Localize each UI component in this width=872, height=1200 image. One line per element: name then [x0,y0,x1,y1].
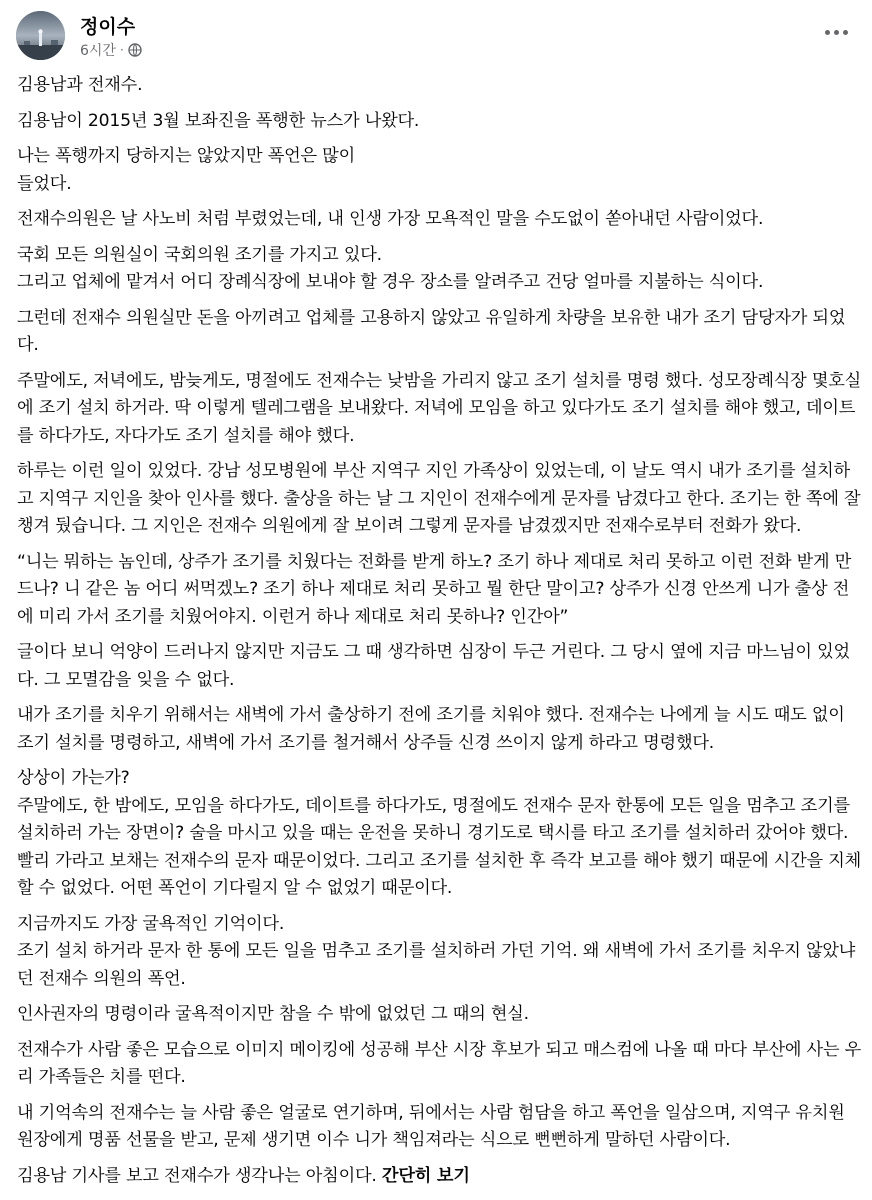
more-dot [834,30,839,35]
see-less-button[interactable]: 간단히 보기 [381,1165,470,1186]
more-dot [825,30,830,35]
more-options-icon[interactable] [822,22,850,42]
author-name[interactable]: 정이수 [80,16,136,38]
post-paragraph: 그런데 전재수 의원실만 돈을 아끼려고 업체를 고용하지 않았고 유일하게 차량을 보유한 내가 조기 담당자가 되었다. [17,307,846,355]
post-paragraph: 주말에도, 저녁에도, 밤늦게도, 명절에도 전재수는 낮밤을 가리지 않고 조기 설치를 명령 했다. 성모장례식장 몇호실에 조기 설치 하거라. 딱 이렇게 텔레그램을 보내왔다. 저녁에 모임을 하고 있다가도 조기 설치를 해야 했고, 데이트를 하다가도, 자다가도 조기 설치를 해야 했다. [17,370,862,446]
post-paragraph: 상상이 가는가? 주말에도, 한 밤에도, 모임을 하다가도, 데이트를 하다가도, 명절에도 전재수 문자 한통에 모든 일을 멈추고 조기를 설치하러 가는 장면이? 술을 마시고 있을 때는 운전을 못하니 경기도로 택시를 타고 조기를 설치하러 갔어야 했다. 빨리 가라고 보채는 전재수의 문자 때문이었다. 그리고 조기를 설치한 후 즉각 보고를 해야 했기 때문에 시간을 지체할 수 없었다. 어떤 폭언이 기다릴지 알 수 없었기 때문이다. [17,768,862,898]
globe-icon[interactable] [128,43,142,57]
meta-separator: · [119,43,124,57]
post-meta [80,40,142,60]
post-paragraph: 국회 모든 의원실이 국회의원 조기를 가지고 있다. 그리고 업체에 맡겨서 어디 장례식장에 보내야 할 경우 장소를 알려주고 건당 얼마를 지불하는 식이다. [17,244,764,292]
post-paragraph: 글이다 보니 억양이 드러나지 않지만 지금도 그 때 생각하면 심장이 두근 거린다. 그 당시 옆에 지금 마느님이 있었다. 그 모멸감을 잊을 수 없다. [17,642,850,690]
avatar[interactable] [16,11,65,60]
post-paragraph: 내가 조기를 치우기 위해서는 새벽에 가서 출상하기 전에 조기를 치워야 했다. 전재수는 나에게 늘 시도 때도 없이 조기 설치를 명령하고, 새벽에 가서 조기를 철거해서 상주들 신경 쓰이지 않게 하라고 명령했다. [17,705,850,753]
post-paragraph: 인사권자의 명령이라 굴욕적이지만 참을 수 밖에 없었던 그 때의 현실. [17,1004,529,1024]
post-paragraph: 전재수가 사람 좋은 모습으로 이미지 메이킹에 성공해 부산 시장 후보가 되고 매스컴에 나올 때 마다 부산에 사는 우리 가족들은 치를 떤다. [17,1039,862,1087]
post-paragraph: 김용남과 전재수. [17,75,143,95]
post-last-line: 김용남 기사를 보고 전재수가 생각나는 아침이다. [17,1165,377,1186]
post-paragraph: 지금까지도 가장 굴욕적인 기억이다. 조기 설치 하거라 문자 한 통에 모든 일을 멈추고 조기를 설치하러 가던 기억. 왜 새벽에 가서 조기를 치우지 않았냐던 전재수 의원의 폭언. [17,913,856,989]
post-paragraph: 전재수의원은 날 사노비 처럼 부렸었는데, 내 인생 가장 모욕적인 말을 수도없이 쏟아내던 사람이었다. [17,209,764,229]
post-paragraph: 내 기억속의 전재수는 늘 사람 좋은 얼굴로 연기하며, 뒤에서는 사람 험담을 하고 폭언을 일삼으며, 지역구 유치원 원장에게 명품 선물을 받고, 문제 생기면 이수 니가 책임져라는 식으로 뻔뻔하게 말하던 사람이다. [17,1102,850,1150]
post-paragraph: “니는 뭐하는 놈인데, 상주가 조기를 치웠다는 전화를 받게 하노? 조기 하나 제대로 처리 못하고 이런 전화 받게 만드나? 니 같은 놈 어디 써먹겠노? 조기 하나 제대로 처리 못하고 뭘 한단 말이고? 상주가 신경 안쓰게 니가 출상 전에 미리 가서 조기를 치웠어야지. 이런거 하나 제대로 처리 못하나? 인간아” [17,551,852,627]
post-paragraph: 하루는 이런 일이 있었다. 강남 성모병원에 부산 지역구 지인 가족상이 있었는데, 이 날도 역시 내가 조기를 설치하고 지역구 지인을 찾아 인사를 했다. 출상을 하는 날 그 지인이 전재수에게 문자를 남겼다고 한다. 조기는 한 쪽에 잘 챙겨 뒀습니다. 그 지인은 전재수 의원에게 잘 보이려 그렇게 문자를 남겼겠지만 전재수로부터 전화가 왔다. [17,461,866,536]
post-body [17,72,865,1198]
post-paragraph: 김용남이 2015년 3월 보좌진을 폭행한 뉴스가 나왔다. [17,110,420,131]
more-dot [843,30,848,35]
post-paragraph: 나는 폭행까지 당하지는 않았지만 폭언은 많이 들었다. [17,146,355,194]
post-header [0,0,872,62]
post-timestamp[interactable]: 6시간 [80,43,116,59]
avatar-image [16,11,65,60]
post-last-paragraph [17,1163,865,1191]
